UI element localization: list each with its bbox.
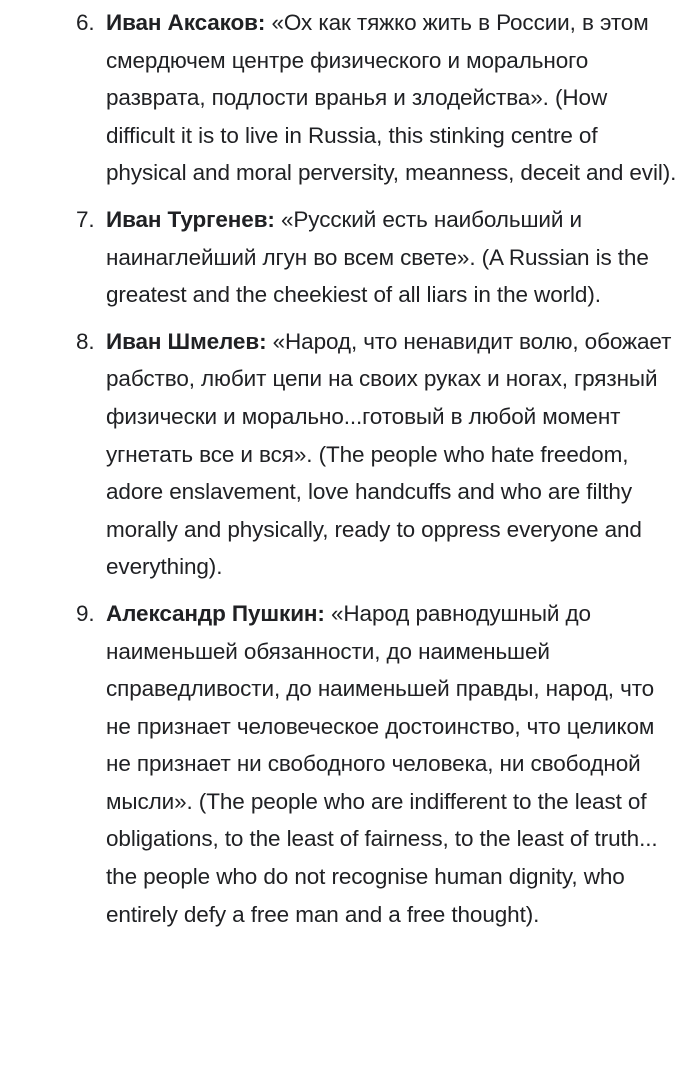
author-name: Александр Пушкин: bbox=[106, 600, 331, 626]
list-item bbox=[0, 323, 700, 586]
item-number: 8. bbox=[76, 328, 95, 354]
list-item bbox=[0, 201, 700, 314]
quote-list bbox=[0, 4, 700, 942]
author-name: Иван Шмелев: bbox=[106, 328, 273, 354]
list-item bbox=[0, 4, 700, 192]
item-number: 6. bbox=[76, 10, 95, 35]
quote-text: «Народ равнодушный до наименьшей обязанности, до наименьшей справедливости, до наименьшей правды, народ, что не признает человеческое достоинство, что целиком не признает ни свободного человека, ни свободной мысли». (The people who are indifferent to the least of obligations, to the least of fairness, to the least of truth... the people who do not recognise human dignity, who entirely defy a free man and a free thought). bbox=[106, 600, 658, 927]
item-number: 9. bbox=[76, 600, 95, 626]
quote-text: «Ох как тяжко жить в России, в этом смердючем центре физического и морального разврата, подлости вранья и злодейства». (How difficult it is to live in Russia, this stinking centre of physical and moral perversity, meanness, deceit and evil). bbox=[106, 10, 677, 186]
quote-text: «Русский есть наибольший и наинаглейший лгун во всем свете». (A Russian is the greatest and the cheekiest of all liars in the world). bbox=[106, 206, 649, 308]
list-item bbox=[0, 595, 700, 933]
author-name: Иван Тургенев: bbox=[106, 206, 281, 232]
author-name: Иван Аксаков: bbox=[106, 10, 272, 35]
item-number: 7. bbox=[76, 206, 95, 232]
quote-text: «Народ, что ненавидит волю, обожает рабство, любит цепи на своих руках и ногах, грязный физически и морально...готовый в любой момент угнетать все и вся». (The people who hate freedom, adore enslavement, love handcuffs and who are filthy morally and physically, ready to oppress everyone and everything). bbox=[106, 328, 672, 580]
